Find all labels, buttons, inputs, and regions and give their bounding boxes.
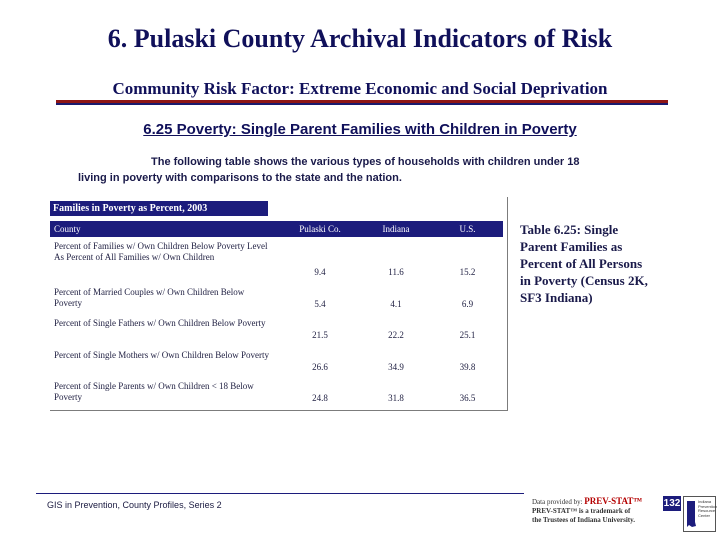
- logo-line: Indiana: [698, 499, 712, 504]
- indiana-value: 4.1: [390, 299, 402, 309]
- row-label: Percent of Families w/ Own Children Below Poverty Level As Percent of All Families w/ Own Children: [54, 241, 268, 262]
- table-row: [50, 287, 503, 311]
- header-county: County: [54, 224, 81, 234]
- logo-text: [698, 500, 717, 518]
- indiana-value: 34.9: [388, 362, 404, 372]
- footer-series-text: GIS in Prevention, County Profiles, Series 2: [47, 500, 222, 510]
- us-value: 39.8: [459, 362, 476, 372]
- pulaski-value: 5.4: [314, 299, 326, 309]
- indiana-value: 31.8: [388, 393, 404, 403]
- header-indiana: Indiana: [382, 224, 410, 234]
- table-caption: Families in Poverty as Percent, 2003: [50, 201, 268, 216]
- row-label: Percent of Married Couples w/ Own Children Below Poverty: [54, 287, 245, 308]
- row-label: Percent of Single Fathers w/ Own Children Below Poverty: [54, 318, 266, 328]
- pulaski-value: 21.5: [312, 330, 328, 340]
- prev-stat-brand: PREV-STAT™: [584, 496, 643, 506]
- us-value: 15.2: [459, 267, 476, 277]
- logo-line: Center: [698, 512, 711, 518]
- page-title: 6. Pulaski County Archival Indicators of Risk: [107, 24, 613, 53]
- header-rule-navy: [56, 103, 668, 105]
- indiana-value: 11.6: [388, 267, 404, 277]
- section-heading: [0, 121, 720, 138]
- table-side-caption: Table 6.25: Single Parent Families as Percent of All Persons in Poverty (Census 2K, SF3 Indiana): [520, 222, 648, 305]
- table-row: [50, 318, 503, 342]
- table-row: [50, 241, 503, 275]
- intro-paragraph: [78, 154, 638, 186]
- pulaski-value: 24.8: [312, 393, 328, 403]
- intro-line-2: living in poverty with comparisons to the state and the nation.: [78, 172, 402, 184]
- trademark-line-1: PREV-STAT™ is a trademark of: [532, 507, 631, 515]
- us-value: 25.1: [459, 330, 476, 340]
- table-row: [50, 350, 503, 374]
- indiana-prevention-logo: [683, 496, 716, 532]
- trademark-line-2: the Trustees of Indiana University.: [532, 516, 635, 524]
- logo-line: Resource: [698, 508, 716, 514]
- section-heading-text: 6.25 Poverty: Single Parent Families with Children in Poverty: [143, 121, 577, 138]
- header-pulaski: Pulaski Co.: [299, 224, 341, 234]
- indiana-value: 22.2: [388, 330, 404, 340]
- logo-line: Prevention: [698, 503, 718, 509]
- pulaski-value: 26.6: [312, 362, 328, 372]
- indiana-state-icon: [686, 500, 697, 528]
- header-us: U.S.: [459, 224, 476, 234]
- row-label: Percent of Single Parents w/ Own Children < 18 Below Poverty: [54, 381, 254, 402]
- prev-stat-credit: [532, 497, 682, 525]
- pulaski-value: 9.4: [314, 267, 326, 277]
- table-row: [50, 381, 503, 405]
- page-number: 132: [663, 498, 681, 509]
- footer-rule: [36, 493, 524, 494]
- row-label: Percent of Single Mothers w/ Own Children Below Poverty: [54, 350, 269, 360]
- us-value: 6.9: [461, 299, 474, 309]
- us-value: 36.5: [459, 393, 476, 403]
- provided-by-label: Data provided by:: [532, 498, 583, 506]
- intro-line-1: The following table shows the various types of households with children under 18: [151, 156, 580, 168]
- page-subtitle: Community Risk Factor: Extreme Economic and Social Deprivation: [112, 79, 608, 98]
- table-header-row: [50, 221, 503, 237]
